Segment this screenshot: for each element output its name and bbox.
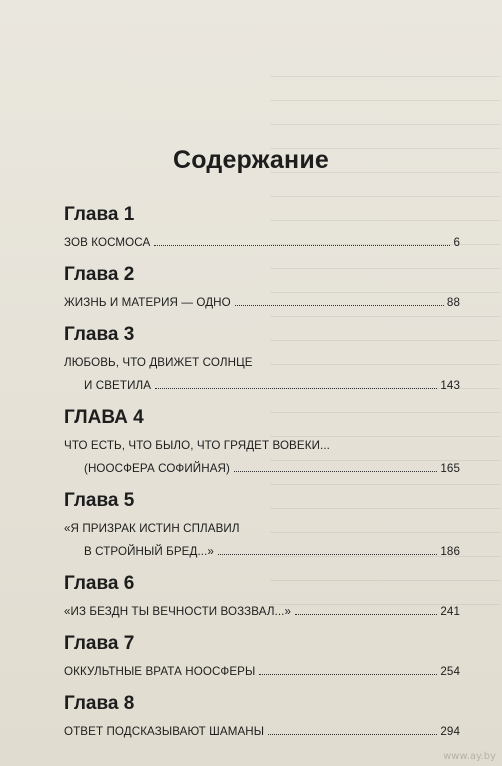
- chapter-heading: Глава 8: [64, 693, 135, 714]
- watermark: www.ay.by: [443, 751, 496, 762]
- toc-chapter: [64, 572, 460, 623]
- entry-line: [64, 351, 460, 374]
- dot-leader: [235, 305, 444, 306]
- table-of-contents: [64, 203, 460, 752]
- toc-chapter: [64, 632, 460, 683]
- dot-leader: [234, 471, 437, 472]
- entry-line: [64, 231, 460, 254]
- toc-chapter: [64, 489, 460, 563]
- dot-leader: [259, 674, 437, 675]
- chapter-heading: ГЛАВА 4: [64, 407, 144, 428]
- chapter-heading: Глава 2: [64, 264, 135, 285]
- entry-line: [64, 457, 460, 480]
- entry-line: [64, 720, 460, 743]
- entry-line: [64, 517, 460, 540]
- page-number: 294: [440, 725, 460, 738]
- chapter-heading: Глава 5: [64, 490, 135, 511]
- entry-title: ЛЮБОВЬ, ЧТО ДВИЖЕТ СОЛНЦЕ: [64, 356, 253, 369]
- entry-title: (НООСФЕРА СОФИЙНАЯ): [84, 462, 230, 475]
- page-title: Содержание: [172, 146, 330, 174]
- page-number: 165: [440, 462, 460, 475]
- toc-chapter: [64, 692, 460, 743]
- entry-line: [64, 374, 460, 397]
- page-number: 254: [440, 665, 460, 678]
- chapter-heading: Глава 7: [64, 633, 135, 654]
- entry-title: «ИЗ БЕЗДН ТЫ ВЕЧНОСТИ ВОЗЗВАЛ...»: [64, 605, 292, 618]
- page-number: 88: [446, 296, 460, 309]
- entry-title: ЖИЗНЬ И МАТЕРИЯ — ОДНО: [64, 296, 231, 309]
- toc-chapter: [64, 203, 460, 254]
- page-number: 241: [440, 605, 460, 618]
- page-number: 143: [440, 379, 460, 392]
- entry-line: [64, 434, 460, 457]
- entry-title: ОТВЕТ ПОДСКАЗЫВАЮТ ШАМАНЫ: [64, 725, 265, 738]
- dot-leader: [295, 614, 437, 615]
- chapter-heading: Глава 3: [64, 324, 135, 345]
- toc-chapter: [64, 323, 460, 397]
- page-number: 6: [453, 236, 460, 249]
- entry-line: [64, 540, 460, 563]
- entry-line: [64, 291, 460, 314]
- entry-title: ОККУЛЬТНЫЕ ВРАТА НООСФЕРЫ: [64, 665, 256, 678]
- dot-leader: [154, 245, 450, 246]
- entry-title: ЗОВ КОСМОСА: [64, 236, 151, 249]
- chapter-heading: Глава 6: [64, 573, 135, 594]
- dot-leader: [155, 388, 437, 389]
- toc-chapter: [64, 263, 460, 314]
- entry-title: И СВЕТИЛА: [84, 379, 152, 392]
- entry-title: «Я ПРИЗРАК ИСТИН СПЛАВИЛ: [64, 522, 240, 535]
- dot-leader: [218, 554, 437, 555]
- entry-line: [64, 600, 460, 623]
- page-number: 186: [440, 545, 460, 558]
- chapter-heading: Глава 1: [64, 204, 135, 225]
- entry-line: [64, 660, 460, 683]
- toc-chapter: [64, 406, 460, 480]
- entry-title: ЧТО ЕСТЬ, ЧТО БЫЛО, ЧТО ГРЯДЕТ ВОВЕКИ...: [64, 439, 330, 452]
- entry-title: В СТРОЙНЫЙ БРЕД...»: [84, 545, 214, 558]
- dot-leader: [268, 734, 437, 735]
